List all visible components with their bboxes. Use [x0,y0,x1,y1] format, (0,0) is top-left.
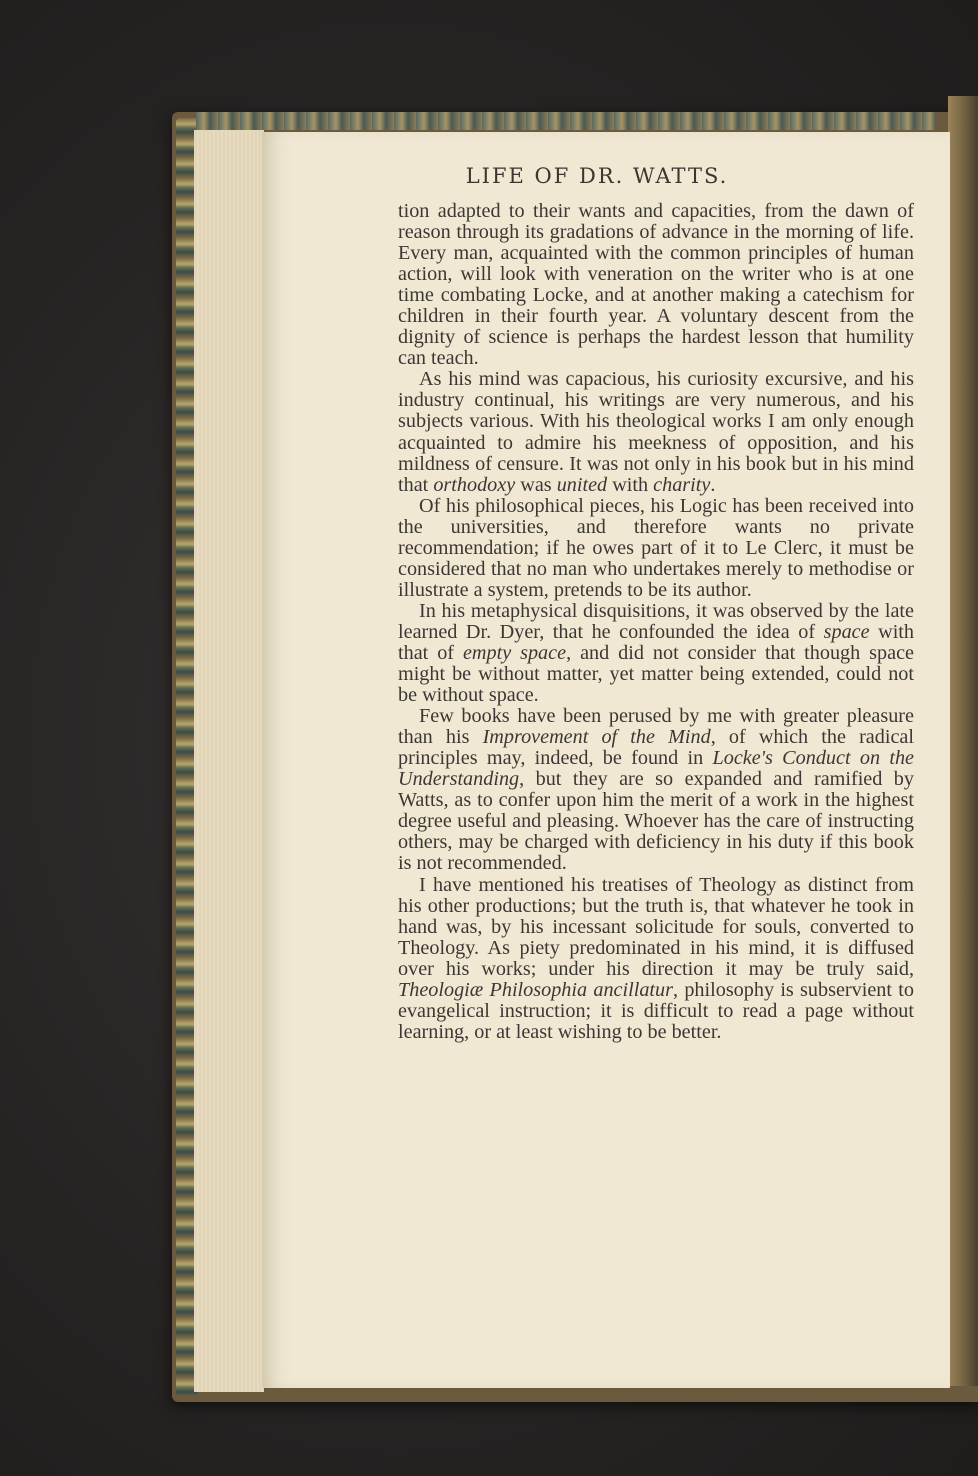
text-run: , philosophy is subservient to evangelical instruction; it is difficult to read a page without learning, or at least wishing to be better. [398,978,914,1043]
paragraph [398,706,914,874]
text-run: Of his philosophical pieces, his Logic has been received into the universities, and therefore wants no private recommendation; if he owes part of it to Le Clerc, it must be considered that no man who undertakes merely to methodise or illustrate a system, pretends to be its author. [398,494,914,601]
paragraph [398,369,914,495]
italic-phrase: united [556,473,608,496]
text-run: , but they are so expanded and ramified by Watts, as to confer upon him the merit of a work in the highest degree useful and pleasing. Whoever has the care of instructing others, may be charged with deficiency in his duty if this book is not recommended. [398,768,914,875]
paragraph [398,201,914,369]
paragraph [398,601,914,706]
text-run: with [607,473,654,496]
italic-phrase: orthodoxy [433,473,516,496]
text-run: with that of [398,620,915,664]
text-run: Few books have been perused by me with greater pleasure than his [398,705,914,749]
book-cover-edge-right [948,96,978,1386]
italic-phrase: space [823,620,870,643]
body-text [398,201,914,1043]
running-head: LIFE OF DR. WATTS. [465,164,729,188]
italic-phrase: empty space [462,641,567,664]
italic-phrase: Theologiæ Philosophia ancillatur [398,978,673,1001]
book-cover-edge-top [196,112,936,130]
text-run: . [710,473,716,496]
italic-phrase: charity [653,473,711,496]
text-run: tion adapted to their wants and capacities, from the dawn of reason through its gradations of advance in the morning of life. Every man, acquainted with the common principles of human action, will look with veneration on the writer who is at one time combating Locke, and at another making a catechism for children in their fourth year. A voluntary descent from the dignity of science is perhaps the hardest lesson that humility can teach. [398,200,914,370]
italic-phrase: Locke's Conduct on the Understanding [398,747,914,791]
text-run: As his mind was capacious, his curiosity excursive, and his industry continual, his writings are very numerous, and his subjects various. With his theological works I am only enough acquainted to admire his meekness of opposition, and his mildness of censure. It was not only in his book but in his mind that [398,368,914,496]
text-run: , and did not consider that though space might be without matter, yet matter being extended, could not be without space. [398,641,914,707]
page-stack [194,130,264,1392]
text-run: , of which the radical principles may, indeed, be found in [398,726,914,770]
paragraph [398,875,914,1043]
text-run: was [515,473,557,496]
text-run: In his metaphysical disquisitions, it was observed by the late learned Dr. Dyer, that he confounded the idea of [398,599,914,643]
text-run: I have mentioned his treatises of Theology as distinct from his other productions; but the truth is, that whatever he took in hand was, by his incessant solicitude for souls, converted to Theology. As piety predominated in his mind, it is diffused over his works; under his direction it may be truly said, [398,873,914,980]
italic-phrase: Improvement of the Mind [482,726,711,749]
paragraph [398,496,914,601]
